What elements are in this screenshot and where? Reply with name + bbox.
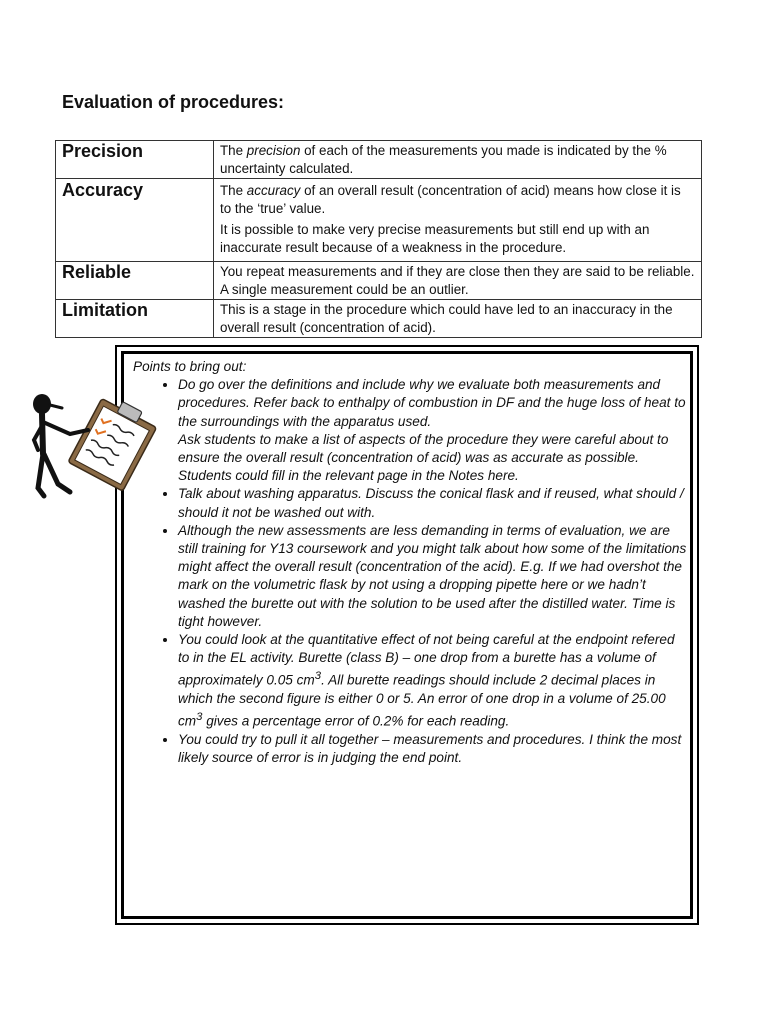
desc-limitation: This is a stage in the procedure which could have led to an inaccuracy in the overall result (concentration of acid). [214, 300, 702, 338]
term-precision: Precision [56, 141, 214, 179]
definitions-table [55, 140, 702, 338]
note-item: • You could look at the quantitative effect of not being careful at the endpoint refered to in the EL activity. Burette (class B) – one drop from a burette has a volume of approximately 0.05 $cm^3$. All burette readings should include 2 decimal places in which the second figure is either 0 or 5. An error of one drop in a volume of 25.00 $cm^3$ gives a percentage error of 0.2% for each reading. [178, 631, 688, 731]
notes-list [133, 376, 688, 767]
teacher-notes [133, 358, 688, 768]
definition-row-limitation [56, 300, 702, 338]
term-reliable: Reliable [56, 262, 214, 300]
stick-figure-with-clipboard-icon [30, 392, 165, 507]
desc-precision: The precision of each of the measurements you made is indicated by the % uncertainty calculated. [214, 141, 702, 179]
definition-row-accuracy [56, 179, 702, 262]
desc-accuracy: The accuracy of an overall result (concentration of acid) means how close it is to the ‘true’ value. It is possible to make very precise measurements but still end up with an inaccurate result because of a weakness in the procedure. [214, 179, 702, 262]
note-item: • Although the new assessments are less demanding in terms of evaluation, we are still training for Y13 coursework and you might talk about how some of the limitations might affect the overall result (concentration of the acid). E.g. If we had overshot the mark on the volumetric flask by not using a dropping pipette here or we hadn’t washed the burette out with the solution to be used after the distilled water. Time is tight however. [178, 522, 688, 631]
definition-row-precision [56, 141, 702, 179]
note-item: • Do go over the definitions and include why we evaluate both measurements and procedures. Refer back to enthalpy of combustion in DF and the huge loss of heat to the surroundings with the apparatus used. Ask students to make a list of aspects of the procedure they were careful about to ensure the overall result (concentration of acid) was as accurate as possible. Students could fill in the relevant page in the Notes here. [178, 376, 688, 485]
note-item: • You could try to pull it all together – measurements and procedures. I think the most likely source of error is in judging the end point. [178, 731, 688, 767]
page-heading: Evaluation of procedures: [62, 92, 285, 112]
term-accuracy: Accuracy [56, 179, 214, 262]
notes-lead: Points to bring out: [133, 359, 247, 374]
note-item: • Talk about washing apparatus. Discuss the conical flask and if reused, what should / should it not be washed out with. [178, 485, 688, 521]
desc-reliable: You repeat measurements and if they are close then they are said to be reliable. A single measurement could be an outlier. [214, 262, 702, 300]
term-limitation: Limitation [56, 300, 214, 338]
definition-row-reliable [56, 262, 702, 300]
